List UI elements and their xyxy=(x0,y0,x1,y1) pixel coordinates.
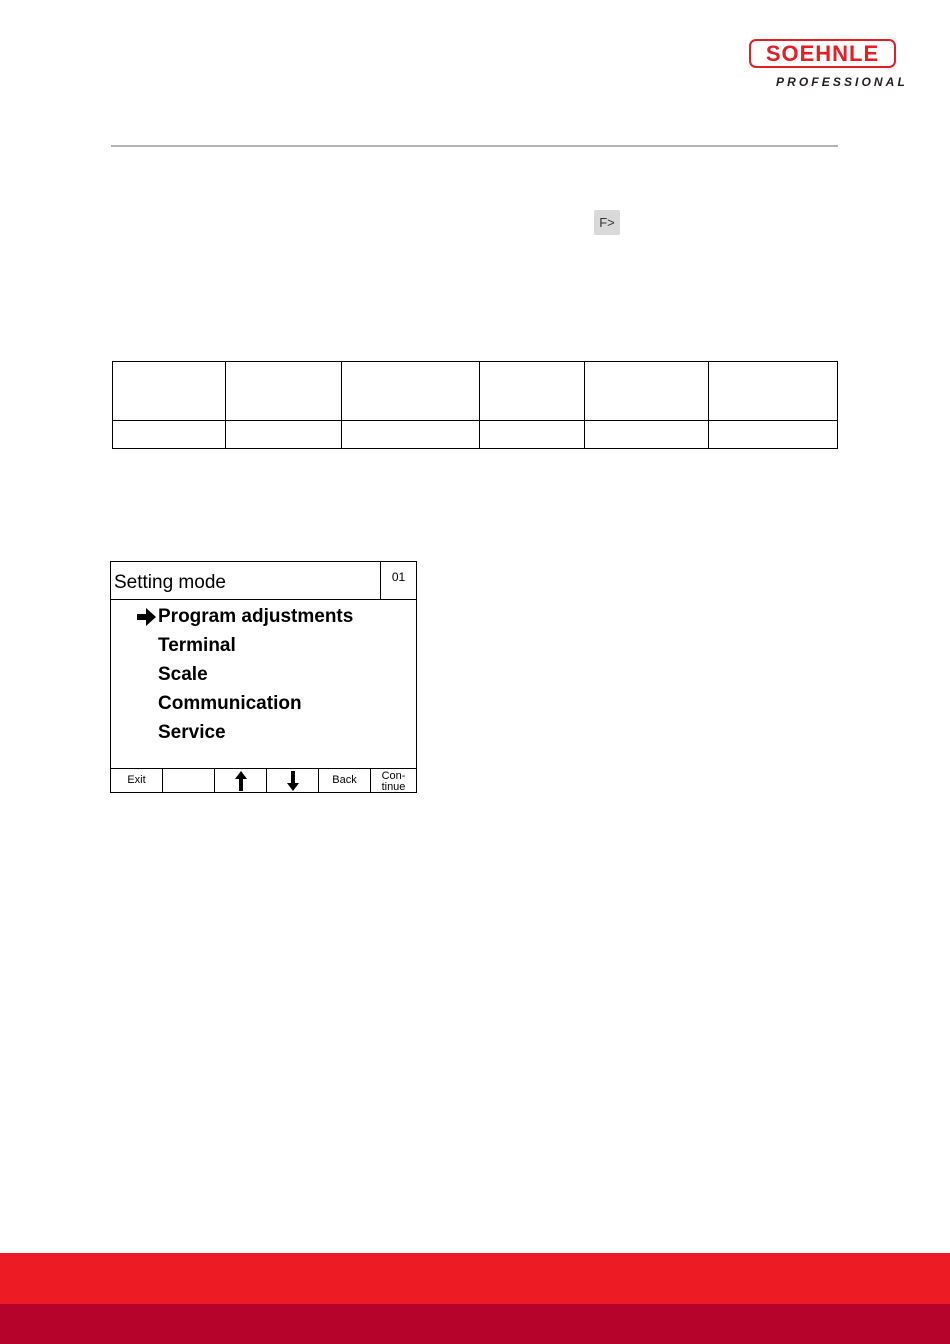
blank-softkey[interactable] xyxy=(163,769,215,792)
softkey-label: Back xyxy=(332,774,357,786)
footer-band-dark xyxy=(0,1304,950,1344)
menu-item-scale[interactable] xyxy=(158,664,208,686)
up-softkey[interactable] xyxy=(215,769,267,792)
arrow-up-icon xyxy=(234,770,248,792)
menu-item-label: Communication xyxy=(158,693,302,714)
table-cell xyxy=(113,362,226,421)
header-divider xyxy=(111,145,838,147)
menu-item-label: Program adjustments xyxy=(158,606,354,627)
menu-item-service[interactable] xyxy=(158,722,226,744)
softkey-bar xyxy=(111,768,416,792)
table-cell xyxy=(480,421,585,449)
screen-title: Setting mode xyxy=(114,572,226,593)
softkey-label: Exit xyxy=(127,774,146,786)
menu-item-label: Service xyxy=(158,722,226,743)
arrow-down-icon xyxy=(286,770,300,792)
table-cell xyxy=(709,421,838,449)
table-row xyxy=(113,362,838,421)
table-cell xyxy=(113,421,226,449)
footer-band-red xyxy=(0,1253,950,1304)
selection-arrow-icon xyxy=(137,608,157,626)
lcd-screen xyxy=(110,561,417,793)
menu-item-communication[interactable] xyxy=(158,693,302,715)
menu-item-terminal[interactable] xyxy=(158,635,236,657)
table-cell xyxy=(226,362,342,421)
menu-item-label: Scale xyxy=(158,664,208,685)
table-cell xyxy=(226,421,342,449)
function-key-label: F> xyxy=(599,215,615,230)
table-cell xyxy=(585,362,709,421)
table-cell xyxy=(342,421,480,449)
continue-softkey[interactable] xyxy=(371,769,416,792)
table-cell xyxy=(709,362,838,421)
table-cell xyxy=(585,421,709,449)
back-softkey[interactable] xyxy=(319,769,371,792)
down-softkey[interactable] xyxy=(267,769,319,792)
table-cell xyxy=(342,362,480,421)
lcd-header xyxy=(111,562,416,600)
brand-tagline: PROFESSIONAL xyxy=(776,75,908,89)
exit-softkey[interactable] xyxy=(111,769,163,792)
menu-item-label: Terminal xyxy=(158,635,236,656)
softkey-label: Con- tinue xyxy=(381,769,406,793)
function-key-icon xyxy=(594,210,620,235)
brand-logo xyxy=(749,39,896,68)
table-cell xyxy=(480,362,585,421)
menu-item-program-adjustments[interactable] xyxy=(158,606,353,628)
screen-code: 01 xyxy=(380,562,416,599)
empty-table xyxy=(112,361,838,449)
brand-name: SOEHNLE xyxy=(765,40,880,66)
table-row xyxy=(113,421,838,449)
